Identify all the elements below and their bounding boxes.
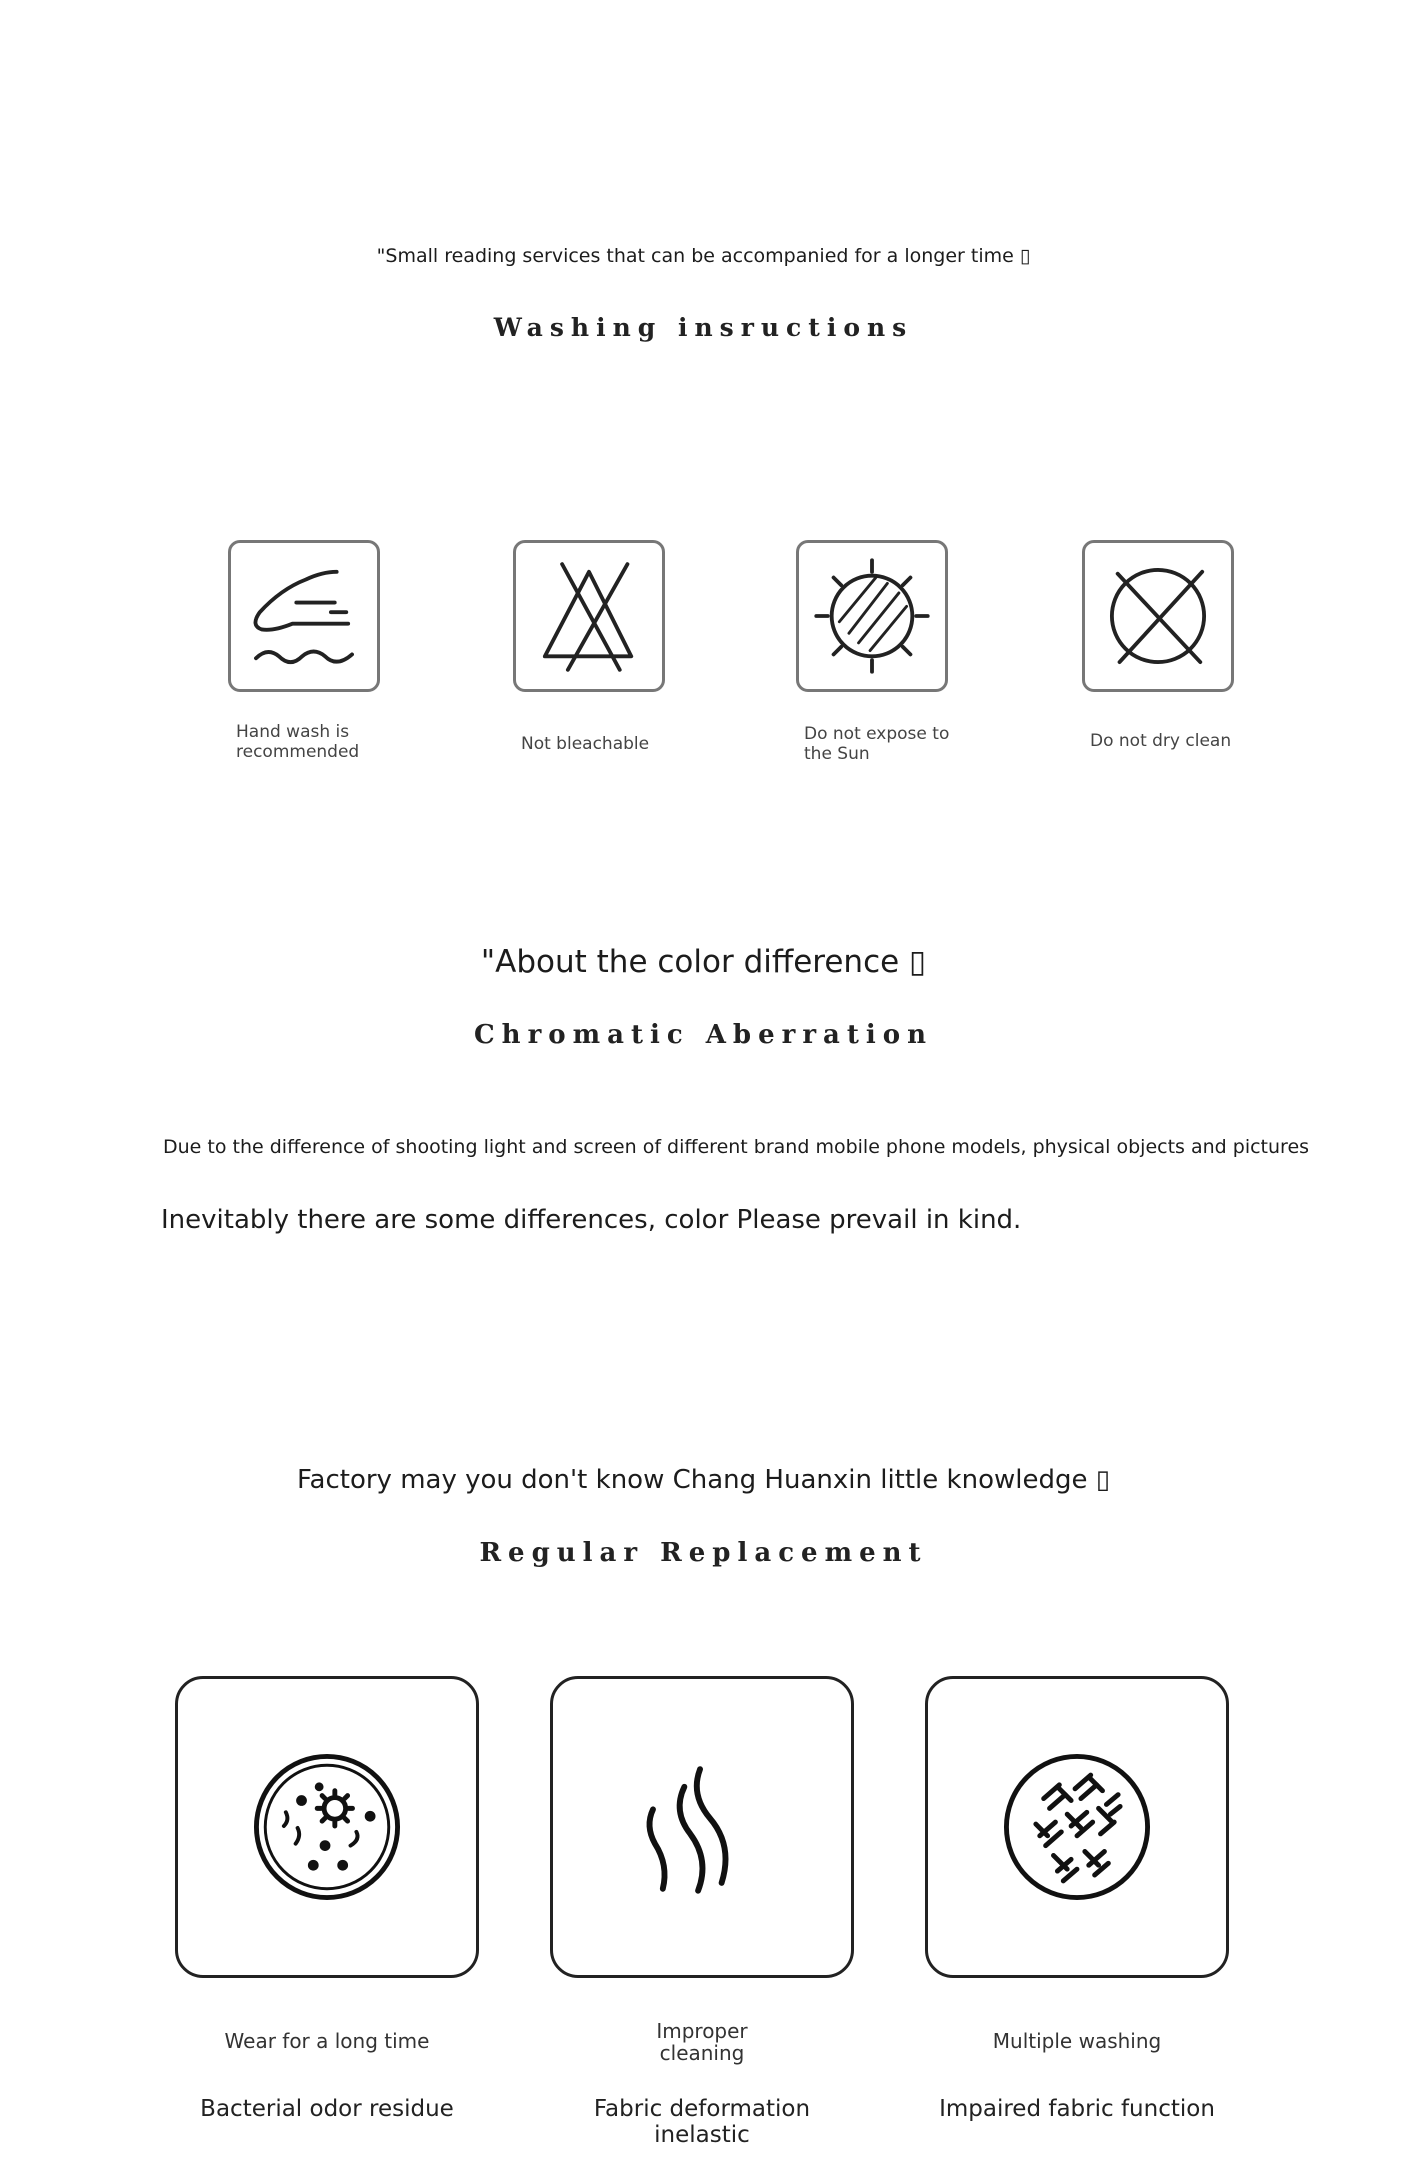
replacement-title: Regular Replacement bbox=[479, 1538, 928, 1568]
bacteria-sub: Bacterial odor residue bbox=[200, 2096, 454, 2122]
hand-wash-icon bbox=[228, 540, 380, 692]
deformation-icon bbox=[550, 1676, 854, 1978]
no-bleach-icon bbox=[513, 540, 665, 692]
bacteria-icon bbox=[175, 1676, 479, 1978]
color-line-2: Inevitably there are some differences, color Please prevail in kind. bbox=[161, 1205, 1022, 1235]
hand-wash-label: Hand wash is recommended bbox=[236, 722, 360, 762]
color-title: Chromatic Aberration bbox=[473, 1020, 934, 1050]
bacteria-label: Wear for a long time bbox=[224, 2029, 430, 2053]
replacement-intro: Factory may you don't know Chang Huanxin little knowledge ▯ bbox=[296, 1465, 1111, 1495]
no-dry-clean-icon bbox=[1082, 540, 1234, 692]
fabric-label: Multiple washing bbox=[992, 2029, 1162, 2053]
no-bleach-label: Not bleachable bbox=[521, 734, 650, 754]
washing-title: Washing insructions bbox=[493, 313, 914, 342]
no-sun-icon bbox=[796, 540, 948, 692]
deformation-sub: Fabric deformation inelastic bbox=[593, 2096, 811, 2148]
color-intro: "About the color difference ▯ bbox=[480, 944, 927, 980]
color-line-1: Due to the difference of shooting light and screen of different brand mobile phone models, physical objects and pictures bbox=[163, 1136, 1310, 1158]
washing-intro: "Small reading services that can be accompanied for a longer time ▯ bbox=[376, 245, 1031, 267]
fabric-icon bbox=[925, 1676, 1229, 1978]
fabric-sub: Impaired fabric function bbox=[939, 2096, 1215, 2122]
no-dry-clean-label: Do not dry clean bbox=[1090, 731, 1232, 751]
no-sun-label: Do not expose to the Sun bbox=[804, 724, 950, 764]
deformation-label: Improper cleaning bbox=[656, 2019, 748, 2065]
